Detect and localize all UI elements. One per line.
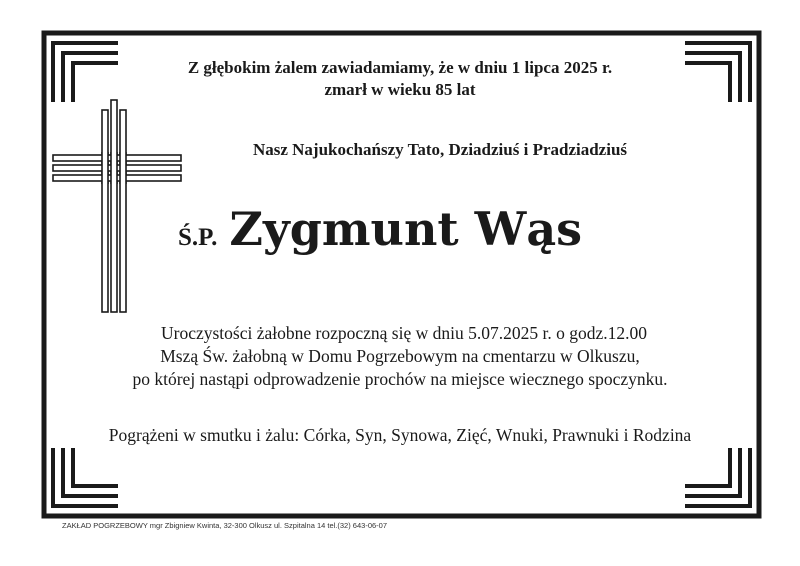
corner-ornament-icon [53,450,116,506]
ceremony-line-3: po której nastąpi odprowadzenie prochów na miejsce wiecznego spoczynku. [132,369,668,389]
cross-icon [53,100,181,312]
intro-line-1: Z głębokim żalem zawiadamiamy, że w dniu 1 lipca 2025 r. [187,58,613,77]
ceremony-line-2: Mszą Św. żałobną w Domu Pogrzebowym na cmentarzu w Olkuszu, [160,346,640,366]
mourners-line: Pogrążeni w smutku i żalu: Córka, Syn, Synowa, Zięć, Wnuki, Prawnuki i Rodzina [108,425,692,445]
relation-line: Nasz Najukochańszy Tato, Dziadziuś i Pradziadziuś [252,140,628,159]
intro-line-2: zmarł w wieku 85 lat [324,80,476,99]
deceased-name: Zygmunt Wąs [229,202,583,256]
deceased-name-row [178,202,582,256]
name-prefix: Ś.P. [178,224,218,251]
corner-ornament-icon [687,450,750,506]
ceremony-line-1: Uroczystości żałobne rozpoczną się w dniu 5.07.2025 r. o godz.12.00 [161,323,647,343]
funeral-home-footer: ZAKŁAD POGRZEBOWY mgr Zbigniew Kwinta, 32-300 Olkusz ul. Szpitalna 14 tel.(32) 643-06-07 [62,521,388,530]
